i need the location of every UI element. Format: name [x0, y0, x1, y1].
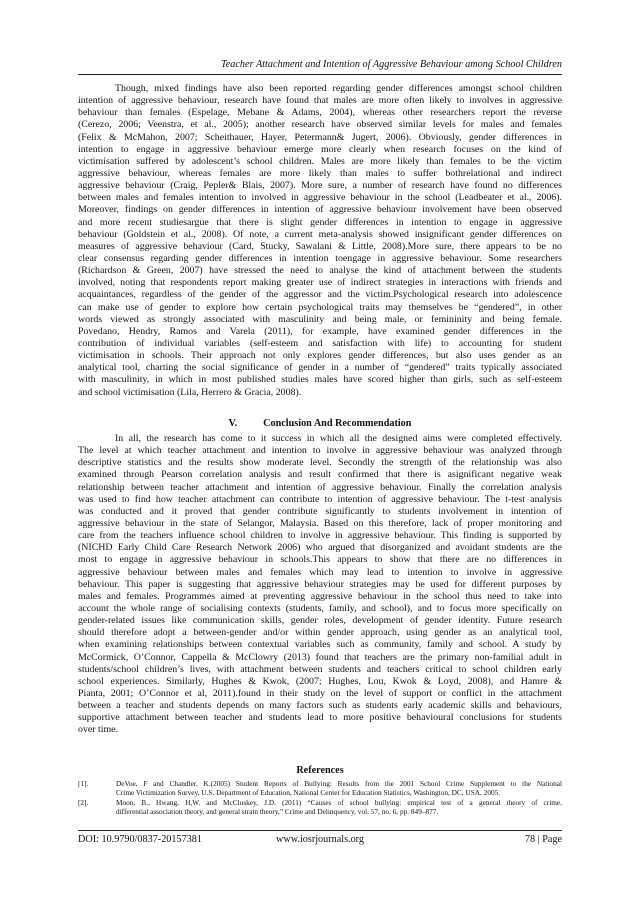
paragraph1-line: aggressive behaviour (Craig, Pepler& Blais, 2007). More sure, a number of research have found no differences — [78, 180, 562, 192]
paragraph1-line: (Richardson & Green, 2007) have stressed the need to analyse the kind of attachment between the students — [78, 265, 562, 277]
references-heading: References — [296, 765, 344, 776]
paragraph2-line: account the whole range of socialising contexts (students, family, and school), and to focus more specifically on — [78, 602, 562, 614]
paragraph1-line: intention to engage in aggressive behaviour emerge more clearly when research focuses on the kind of — [78, 143, 562, 155]
paragraph1-line: Povedano, Hendry, Ramos and Varela (2011), for example, have examined gender differences in the — [78, 325, 562, 337]
paragraph1-line: acquaintances, regardless of the gender of the aggressor and the victim.Psychological research into adolescence — [78, 289, 562, 301]
paragraph2-line: school experiences. Similarly, Hughes & Kwok, (2007; Hughes, Lou, Kwok & Loyd, 2008), and Hamre & — [78, 675, 562, 687]
paragraph2-line: should therefore adopt a between-gender and/or within gender approach, using gender as an analytical tool, — [78, 627, 562, 639]
paragraph2-line: over time. — [78, 724, 119, 736]
paragraph1-line: intention of aggressive behaviour, research have found that males are more often likely to involves in aggressive — [78, 95, 562, 107]
paragraph1-line: with masculinity, in which in most published studies males have scored higher than girls, such as self-esteem — [78, 374, 562, 386]
paragraph1-line: words viewed as strongly associated with masculinity and being male, or femininity and being female. — [78, 313, 562, 325]
paragraph1-line: analytical tool, charting the social significance of gender in a number of “gendered” traits typically associated — [78, 362, 562, 374]
paragraph2-line: males and females. Programmes aimed at preventing aggressive behaviour in the school thus need to take into — [78, 590, 562, 602]
reference-item — [78, 798, 562, 817]
paragraph2-line: when examining relationships between contextual variables such as community, family and school. A study by — [78, 639, 562, 651]
section-number: V. — [228, 418, 238, 429]
paragraph1-line: behaviour than females (Espelage, Mebane & Adams, 2004), whereas other researchers report the reverse — [78, 107, 562, 119]
paragraph2-line: aggressive behaviour in the state of Selangor, Malaysia. Based on this therefore, lack of proper monitoring and — [78, 517, 562, 529]
paragraph2-line: aggressive behaviour between males and females which may lead to intention to involve in aggressive — [78, 566, 562, 578]
header-rule — [78, 74, 562, 75]
paragraph1-line: aggressive behaviour, whereas females are more likely than males to suffer bothrelational and indirect — [78, 167, 562, 179]
footer-rule — [78, 830, 562, 831]
paragraph1-line: (Cerezo, 2006; Veenstra, et al., 2005); another research have observed similar levels for males and females — [78, 119, 562, 131]
paragraph1-line: and more recent studiesargue that there is slight gender differences in intention to engage in aggressive — [78, 216, 562, 228]
reference-line: differential association theory, and general strain theory,” Crime and Delinquency, vol. 57, no. 6, pp. 849–877. — [116, 806, 439, 816]
reference-number: [1]. — [78, 779, 89, 788]
paragraph2-line: (NICHD Early Child Care Research Network 2006) who argued that disorganized and avoidant students are the — [78, 542, 562, 554]
paragraph1-line: behaviour (Goldstein et al., 2008). Of note, a current meta-analysis showed insignificant gender differences on — [78, 228, 562, 240]
paragraph2-line: The level at which teacher attachment and intention to involve in aggressive behaviour was analyzed through — [78, 445, 562, 457]
paragraph1-line: involved, noting that respondents report making greater use of indirect strategies in interactions with friends and — [78, 277, 562, 289]
paragraph2-line: Pianta, 2001; O’Connor et al, 2011).found in their study on the level of support or conflict in the attachment — [78, 687, 562, 699]
paragraph2-line: care from the teachers influence school children to involve in aggressive behaviour. This finding is supported by — [78, 530, 562, 542]
paragraph2-line: between a teacher and students depends on many factors such as students early academic skills and behaviours, — [78, 700, 562, 712]
paragraph2-line: behaviour. This paper is suggesting that aggressive behaviour strategies may be used for different purposes by — [78, 578, 562, 590]
paragraph2-line: students/school children’s lives, with attachment between students and teachers critical to school children early — [78, 663, 562, 675]
reference-line: DeVoe, F and Chandler, K.(2005) Student Reports of Bullying: Results from the 2001 School Crime Supplement to the National — [116, 779, 562, 788]
paragraph2-line: examined through Pearson correlation analysis and result confirmed that there is asignificant negative weak — [78, 469, 562, 481]
paragraph1-line: can make use of gender to explore how certain psychological traits may themselves be “gendered”, in other — [78, 301, 562, 313]
paragraph2-line: descriptive statistics and the results show moderate level. Secondly the strength of the relationship was also — [78, 457, 562, 469]
reference-text — [116, 779, 562, 798]
paragraph2-line: gender-related issues like communication skills, gender roles, development of gender identity. Future research — [78, 615, 562, 627]
paragraph2-line: relationship between teacher attachment and intention of aggressive behaviour. Finally the correlation analysis — [78, 481, 562, 493]
paragraph1-line: contribution of individual variables (self-esteem and satisfaction with life) to accounting for student — [78, 337, 562, 349]
paragraph2-line: most to engage in aggressive behaviour in schools.This appears to show that there are no differences in — [78, 554, 562, 566]
paragraph1-line: and school victimisation (Lila, Herrero & Gracia, 2008). — [78, 386, 302, 398]
paragraph1-line: clear consensus regarding gender differences in intention toengage in aggressive behaviour. Some researchers — [78, 252, 562, 264]
footer-website: www.iosrjournals.org — [275, 834, 364, 845]
running-header: Teacher Attachment and Intention of Aggressive Behaviour among School Children — [220, 59, 562, 70]
references-list — [78, 779, 562, 816]
reference-line: Crime Victimization Survey, U.S. Department of Education, National Center for Education Statistics, Washington, DC, USA, 2005. — [116, 788, 501, 798]
paragraph1-line: between males and females intention to involved in aggressive behaviour in the school (Leadbeater et al., 2006). — [78, 192, 562, 204]
reference-item — [78, 779, 562, 798]
paragraph2-line: was conducted and it proved that gender contribute significantly to students involvement in intention of — [78, 505, 562, 517]
reference-line: Moon, B., Hwang, H,W. and McCluskey, J.D. (2011) “Causes of school bullying: empirical test of a general theory of crime, — [116, 797, 562, 807]
paragraph1-line: (Felix & McMahon, 2007; Scheithauer, Hayer, Petermann& Jugert, 2006). Obviously, gender differences in — [78, 131, 562, 143]
section-heading — [78, 418, 562, 429]
paragraph1-line: measures of aggressive behaviour (Card, Stucky, Sawalani & Little, 2008).More sure, there appears to be no — [78, 240, 562, 252]
paragraph1-line: victimisation suffered by adolescent’s school children. Males are more likely than females to be the victim — [78, 155, 562, 167]
paragraph1-line: Moreover, findings on gender differences in intention of aggressive behaviour involvement have been observed — [78, 204, 562, 216]
paragraph-conclusion — [78, 433, 562, 737]
footer-page-number: 78 | Page — [524, 834, 562, 845]
paragraph2-line: McCormick, O’Connor, Cappella & McClowry (2013) found that teachers are the primary non-familial adult in — [78, 651, 562, 663]
reference-text — [116, 798, 562, 817]
page-footer — [78, 834, 562, 848]
footer-doi: DOI: 10.9790/0837-20157381 — [78, 834, 202, 845]
paragraph-gender-differences — [78, 83, 562, 399]
paragraph2-line: supportive attachment between teacher and students lead to more positive behavioural conclusions for students — [78, 712, 562, 724]
reference-number: [2]. — [78, 797, 89, 807]
paragraph1-line: Though, mixed findings have also been reported regarding gender differences amongst school children — [115, 83, 562, 94]
section-title: Conclusion And Recommendation — [263, 418, 412, 429]
paragraph2-line: In all, the research has come to it success in which all the designed aims were completed effectively. — [115, 433, 562, 444]
paragraph2-line: was used to find how teacher attachment can contribute to intention of aggressive behaviour. The t-test analysis — [78, 493, 562, 505]
paragraph1-line: victimisation in schools. Their approach not only explores gender differences, but also uses gender as an — [78, 350, 562, 362]
